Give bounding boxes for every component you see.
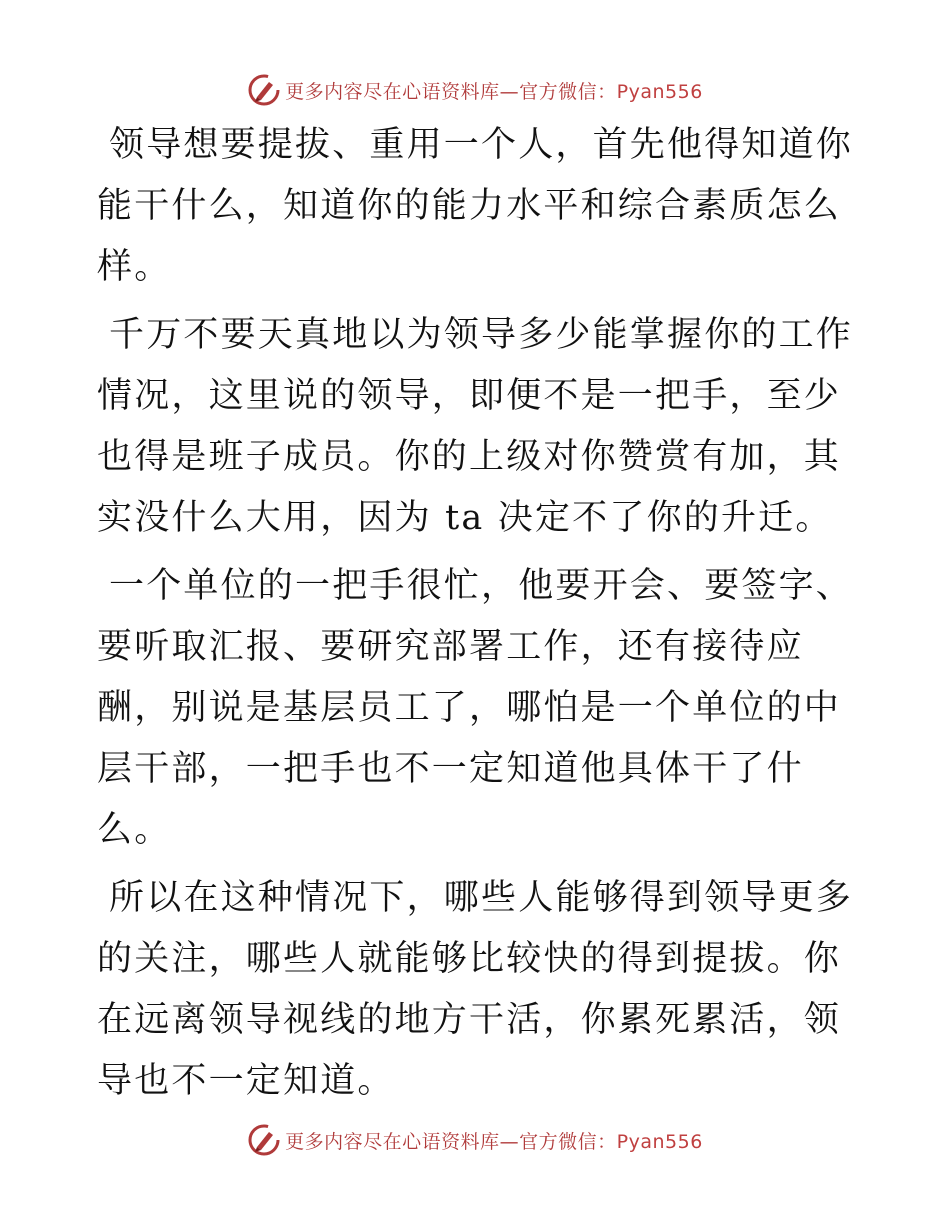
paragraph-3: 一个单位的一把手很忙，他要开会、要签字、要听取汇报、要研究部署工作，还有接待应酬，别说是基层员工了，哪怕是一个单位的中层干部，一把手也不一定知道他具体干了什么。 — [97, 566, 854, 850]
header-wechat-handle: Pyan556 — [616, 80, 703, 103]
footer-banner-text: 更多内容尽在心语资料库—官方微信：Pyan556 — [285, 1130, 703, 1153]
document-body — [97, 115, 857, 1119]
pen-logo-icon — [247, 1123, 281, 1157]
paragraph-2: 千万不要天真地以为领导多少能掌握你的工作情况，这里说的领导，即便不是一把手，至少也得是班子成员。你的上级对你赞赏有加，其实没什么大用，因为 ta 决定不了你的升迁。 — [97, 315, 854, 538]
pen-logo-icon — [247, 73, 281, 107]
header-banner-text: 更多内容尽在心语资料库—官方微信：Pyan556 — [285, 80, 703, 103]
paragraph-4: 所以在这种情况下，哪些人能够得到领导更多的关注，哪些人就能够比较快的得到提拔。你在远离领导视线的地方干活，你累死累活，领导也不一定知道。 — [97, 878, 854, 1101]
header-banner — [0, 70, 950, 110]
paragraph-1: 领导想要提拔、重用一个人，首先他得知道你能干什么，知道你的能力水平和综合素质怎么样。 — [97, 125, 854, 287]
footer-wechat-handle: Pyan556 — [616, 1130, 703, 1153]
footer-banner — [0, 1120, 950, 1160]
